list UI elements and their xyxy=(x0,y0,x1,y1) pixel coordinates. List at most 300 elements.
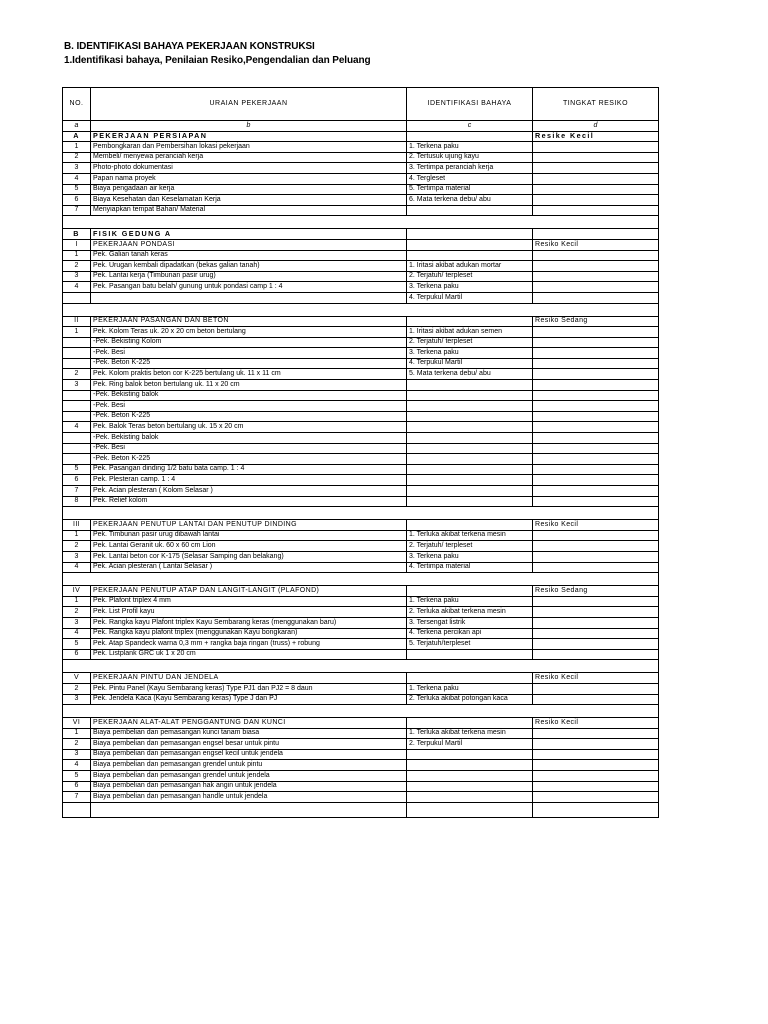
cell-uraian-pekerjaan: PEKERJAAN ALAT-ALAT PENGGANTUNG DAN KUNCI xyxy=(91,718,407,729)
cell-no: 3 xyxy=(63,694,91,705)
cell-tingkat-resiko xyxy=(533,327,659,338)
cell-no: 2 xyxy=(63,739,91,750)
cell-tingkat-resiko xyxy=(533,617,659,628)
cell-no: 7 xyxy=(63,486,91,497)
column-letter-c: c xyxy=(407,121,533,132)
cell-no: 5 xyxy=(63,464,91,475)
major-section-row xyxy=(63,229,659,240)
table-row xyxy=(63,649,659,660)
cell-uraian-pekerjaan: Biaya pembelian dan pemasangan kunci tanam biasa xyxy=(91,728,407,739)
cell-identifikasi-bahaya: 1. Iritasi akibat adukan mortar xyxy=(407,261,533,272)
cell-no: 2 xyxy=(63,541,91,552)
cell-identifikasi-bahaya: 5. Terjatuh/terpleset xyxy=(407,639,533,650)
cell-uraian-pekerjaan: -Pek. Bekisting Kolom xyxy=(91,337,407,348)
cell-uraian-pekerjaan: -Pek. Besi xyxy=(91,443,407,454)
cell-uraian-pekerjaan: Pek. Galian tanah keras xyxy=(91,250,407,261)
cell-uraian-pekerjaan: Pek. Atap Spandeck warna 0,3 mm + rangka baja ringan (truss) + robung xyxy=(91,639,407,650)
cell-tingkat-resiko xyxy=(533,173,659,184)
cell-uraian-pekerjaan: Pek. Pintu Panel (Kayu Sembarang keras) Type PJ1 dan PJ2 = 8 daun xyxy=(91,683,407,694)
spacer-cell xyxy=(91,573,407,586)
table-row xyxy=(63,184,659,195)
table-row xyxy=(63,739,659,750)
cell-tingkat-resiko xyxy=(533,781,659,792)
section-row xyxy=(63,316,659,327)
cell-no: II xyxy=(63,316,91,327)
cell-identifikasi-bahaya: 2. Terluka akibat potongan kaca xyxy=(407,694,533,705)
cell-tingkat-resiko xyxy=(533,639,659,650)
cell-identifikasi-bahaya: 6. Mata terkena debu/ abu xyxy=(407,195,533,206)
cell-tingkat-resiko xyxy=(533,229,659,240)
table-header-row xyxy=(63,88,659,121)
section-row xyxy=(63,239,659,250)
table-row xyxy=(63,282,659,293)
table-row xyxy=(63,781,659,792)
table-row xyxy=(63,152,659,163)
cell-identifikasi-bahaya xyxy=(407,718,533,729)
section-spacer-row xyxy=(63,660,659,673)
cell-identifikasi-bahaya: 4. Tertimpa material xyxy=(407,562,533,573)
cell-uraian-pekerjaan: Pek. Plesteran camp. 1 : 4 xyxy=(91,475,407,486)
cell-tingkat-resiko: Resiko Kecil xyxy=(533,239,659,250)
cell-identifikasi-bahaya xyxy=(407,316,533,327)
cell-identifikasi-bahaya xyxy=(407,380,533,391)
cell-tingkat-resiko: Resiko Kecil xyxy=(533,718,659,729)
cell-identifikasi-bahaya xyxy=(407,229,533,240)
cell-no: 4 xyxy=(63,562,91,573)
cell-uraian-pekerjaan: Pek. Listplank GRC uk 1 x 20 cm xyxy=(91,649,407,660)
cell-no: 4 xyxy=(63,628,91,639)
cell-tingkat-resiko xyxy=(533,195,659,206)
cell-tingkat-resiko xyxy=(533,348,659,359)
cell-identifikasi-bahaya: 5. Tertimpa material xyxy=(407,184,533,195)
table-row xyxy=(63,760,659,771)
cell-identifikasi-bahaya xyxy=(407,749,533,760)
cell-tingkat-resiko xyxy=(533,142,659,153)
cell-no: III xyxy=(63,520,91,531)
cell-tingkat-resiko xyxy=(533,596,659,607)
cell-tingkat-resiko xyxy=(533,760,659,771)
cell-tingkat-resiko xyxy=(533,739,659,750)
spacer-cell xyxy=(63,216,91,229)
cell-uraian-pekerjaan: Pek. Urugan kembali dipadatkan (bekas galian tanah) xyxy=(91,261,407,272)
cell-identifikasi-bahaya xyxy=(407,475,533,486)
cell-identifikasi-bahaya: 1. Terkena paku xyxy=(407,596,533,607)
cell-identifikasi-bahaya: 3. Terkena paku xyxy=(407,282,533,293)
cell-tingkat-resiko xyxy=(533,771,659,782)
document-title: B. IDENTIFIKASI BAHAYA PEKERJAAN KONSTRUKSI xyxy=(64,41,315,52)
cell-no: 4 xyxy=(63,422,91,433)
table-row xyxy=(63,683,659,694)
cell-uraian-pekerjaan: Pek. Plafont triplex 4 mm xyxy=(91,596,407,607)
cell-no: 6 xyxy=(63,475,91,486)
cell-uraian-pekerjaan xyxy=(91,292,407,303)
cell-identifikasi-bahaya: 2. Terjatuh/ terpleset xyxy=(407,337,533,348)
cell-tingkat-resiko xyxy=(533,454,659,465)
section-spacer-row xyxy=(63,705,659,718)
cell-uraian-pekerjaan: Pek. Acian plesteran ( Kolom Selasar ) xyxy=(91,486,407,497)
cell-uraian-pekerjaan: -Pek. Bekisting balok xyxy=(91,390,407,401)
cell-uraian-pekerjaan: Pek. Rangka kayu Plafont triplex Kayu Sembarang keras (menggunakan baru) xyxy=(91,617,407,628)
cell-uraian-pekerjaan: -Pek. Beton K-225 xyxy=(91,454,407,465)
cell-uraian-pekerjaan: Biaya Kesehatan dan Keselamatan Kerja xyxy=(91,195,407,206)
section-row xyxy=(63,520,659,531)
cell-uraian-pekerjaan: Pek. Pasangan dinding 1/2 batu bata camp. 1 : 4 xyxy=(91,464,407,475)
cell-uraian-pekerjaan: Pek. Timbunan pasir urug dibawah lantai xyxy=(91,530,407,541)
cell-uraian-pekerjaan: Pek. Relief kolom xyxy=(91,496,407,507)
column-letter-row xyxy=(63,121,659,132)
cell-no: 4 xyxy=(63,282,91,293)
cell-identifikasi-bahaya xyxy=(407,586,533,597)
cell-no: 2 xyxy=(63,607,91,618)
cell-identifikasi-bahaya xyxy=(407,411,533,422)
table-row xyxy=(63,596,659,607)
cell-uraian-pekerjaan: PEKERJAAN PONDASI xyxy=(91,239,407,250)
table-row xyxy=(63,749,659,760)
cell-tingkat-resiko xyxy=(533,475,659,486)
spacer-cell xyxy=(407,303,533,316)
table-row xyxy=(63,433,659,444)
header-tingkat-resiko: TINGKAT RESIKO xyxy=(533,88,659,121)
cell-identifikasi-bahaya: 2. Terpukul Martil xyxy=(407,739,533,750)
cell-uraian-pekerjaan: -Pek. Besi xyxy=(91,401,407,412)
cell-uraian-pekerjaan: Pek. Jendela Kaca (Kayu Sembarang keras) Type J dan PJ xyxy=(91,694,407,705)
cell-tingkat-resiko xyxy=(533,551,659,562)
cell-no: 3 xyxy=(63,163,91,174)
cell-no xyxy=(63,337,91,348)
cell-no: 1 xyxy=(63,596,91,607)
cell-tingkat-resiko xyxy=(533,694,659,705)
cell-uraian-pekerjaan: Pek. Rangka kayu plafont triplex (menggunakan Kayu bongkaran) xyxy=(91,628,407,639)
cell-uraian-pekerjaan: Biaya pembelian dan pemasangan grendel untuk pintu xyxy=(91,760,407,771)
table-row xyxy=(63,292,659,303)
table-row xyxy=(63,541,659,552)
cell-identifikasi-bahaya xyxy=(407,205,533,216)
spacer-cell xyxy=(533,507,659,520)
cell-identifikasi-bahaya: 5. Mata terkena debu/ abu xyxy=(407,369,533,380)
cell-uraian-pekerjaan: Pek. Acian plesteran ( Lantai Selasar ) xyxy=(91,562,407,573)
table-row xyxy=(63,261,659,272)
cell-tingkat-resiko xyxy=(533,792,659,803)
spacer-cell xyxy=(91,660,407,673)
document-subtitle: 1.Identifikasi bahaya, Penilaian Resiko,Pengendalian dan Peluang xyxy=(64,55,371,66)
cell-uraian-pekerjaan: -Pek. Beton K-225 xyxy=(91,411,407,422)
cell-uraian-pekerjaan: Biaya pembelian dan pemasangan handle untuk jendela xyxy=(91,792,407,803)
cell-tingkat-resiko xyxy=(533,163,659,174)
section-spacer-row xyxy=(63,303,659,316)
cell-tingkat-resiko xyxy=(533,541,659,552)
table-row xyxy=(63,163,659,174)
cell-identifikasi-bahaya xyxy=(407,454,533,465)
major-section-row xyxy=(63,131,659,142)
spacer-cell xyxy=(91,216,407,229)
cell-no: 6 xyxy=(63,781,91,792)
cell-identifikasi-bahaya xyxy=(407,771,533,782)
cell-tingkat-resiko xyxy=(533,369,659,380)
cell-identifikasi-bahaya: 3. Terkena paku xyxy=(407,551,533,562)
table-row xyxy=(63,639,659,650)
cell-no: 5 xyxy=(63,771,91,782)
table-row xyxy=(63,369,659,380)
section-spacer-row xyxy=(63,216,659,229)
cell-identifikasi-bahaya: 1. Terkena paku xyxy=(407,683,533,694)
cell-no: 6 xyxy=(63,195,91,206)
table-row xyxy=(63,195,659,206)
column-letter-b: b xyxy=(91,121,407,132)
cell-tingkat-resiko xyxy=(533,250,659,261)
cell-tingkat-resiko: Resiko Sedang xyxy=(533,316,659,327)
spacer-cell xyxy=(407,660,533,673)
cell-no: 5 xyxy=(63,639,91,650)
cell-uraian-pekerjaan: Biaya pembelian dan pemasangan engsel besar untuk pintu xyxy=(91,739,407,750)
cell-identifikasi-bahaya: 3. Tersengat listrik xyxy=(407,617,533,628)
cell-tingkat-resiko xyxy=(533,530,659,541)
spacer-cell xyxy=(533,573,659,586)
cell-identifikasi-bahaya: 2. Terjatuh/ terpleset xyxy=(407,541,533,552)
section-row xyxy=(63,718,659,729)
cell-no: 3 xyxy=(63,749,91,760)
cell-uraian-pekerjaan: Pek. Kolom Teras uk. 20 x 20 cm beton bertulang xyxy=(91,327,407,338)
section-spacer-row xyxy=(63,507,659,520)
table-row xyxy=(63,337,659,348)
cell-no: 2 xyxy=(63,261,91,272)
cell-uraian-pekerjaan: -Pek. Beton K-225 xyxy=(91,358,407,369)
column-letter-a: a xyxy=(63,121,91,132)
cell-identifikasi-bahaya xyxy=(407,486,533,497)
cell-tingkat-resiko xyxy=(533,433,659,444)
cell-tingkat-resiko xyxy=(533,205,659,216)
table-row xyxy=(63,475,659,486)
cell-no: B xyxy=(63,229,91,240)
spacer-cell xyxy=(91,303,407,316)
cell-uraian-pekerjaan: Pek. Kolom praktis beton cor K-225 bertulang uk. 11 x 11 cm xyxy=(91,369,407,380)
table-row xyxy=(63,694,659,705)
cell-no: 4 xyxy=(63,173,91,184)
cell-uraian-pekerjaan: Membeli/ menyewa peranciah kerja xyxy=(91,152,407,163)
cell-identifikasi-bahaya xyxy=(407,239,533,250)
cell-no xyxy=(63,443,91,454)
cell-uraian-pekerjaan: Biaya pembelian dan pemasangan grendel untuk jendela xyxy=(91,771,407,782)
cell-identifikasi-bahaya xyxy=(407,422,533,433)
cell-identifikasi-bahaya xyxy=(407,673,533,684)
cell-tingkat-resiko xyxy=(533,464,659,475)
header-no: NO. xyxy=(63,88,91,121)
cell-identifikasi-bahaya: 4. Terkena percikan api xyxy=(407,628,533,639)
table-row xyxy=(63,443,659,454)
section-spacer-row xyxy=(63,573,659,586)
cell-uraian-pekerjaan: PEKERJAAN PASANGAN DAN BETON xyxy=(91,316,407,327)
spacer-cell xyxy=(63,705,91,718)
cell-identifikasi-bahaya: 3. Terkena paku xyxy=(407,348,533,359)
cell-uraian-pekerjaan: Pek. Lantai beton cor K-175 (Selasar Samping dan belakang) xyxy=(91,551,407,562)
cell-tingkat-resiko xyxy=(533,728,659,739)
cell-uraian-pekerjaan: Photo-photo dokumentasi xyxy=(91,163,407,174)
cell-tingkat-resiko xyxy=(533,496,659,507)
cell-no xyxy=(63,358,91,369)
cell-uraian-pekerjaan: Pek. Balok Teras beton bertulang uk. 15 x 20 cm xyxy=(91,422,407,433)
cell-identifikasi-bahaya: 1. Terkena paku xyxy=(407,142,533,153)
cell-tingkat-resiko xyxy=(533,411,659,422)
table-body xyxy=(63,88,659,818)
table-end-row xyxy=(63,802,659,817)
cell-uraian-pekerjaan: PEKERJAAN PENUTUP LANTAI DAN PENUTUP DINDING xyxy=(91,520,407,531)
cell-tingkat-resiko xyxy=(533,562,659,573)
cell-tingkat-resiko xyxy=(533,649,659,660)
header-uraian-pekerjaan: URAIAN PEKERJAAN xyxy=(91,88,407,121)
cell-identifikasi-bahaya xyxy=(407,760,533,771)
cell-no xyxy=(63,401,91,412)
table-row xyxy=(63,380,659,391)
table-row xyxy=(63,390,659,401)
spacer-cell xyxy=(63,507,91,520)
table-row xyxy=(63,173,659,184)
cell-no: 1 xyxy=(63,250,91,261)
cell-no: 4 xyxy=(63,760,91,771)
cell-no: 3 xyxy=(63,271,91,282)
spacer-cell xyxy=(407,802,533,817)
cell-tingkat-resiko xyxy=(533,390,659,401)
table-row xyxy=(63,551,659,562)
cell-identifikasi-bahaya xyxy=(407,520,533,531)
cell-identifikasi-bahaya: 1. Terluka akibat terkena mesin xyxy=(407,728,533,739)
table-row xyxy=(63,771,659,782)
cell-no: 1 xyxy=(63,327,91,338)
cell-no: 1 xyxy=(63,142,91,153)
cell-tingkat-resiko xyxy=(533,607,659,618)
cell-no: 2 xyxy=(63,152,91,163)
cell-uraian-pekerjaan: PEKERJAAN PERSIAPAN xyxy=(91,131,407,142)
cell-tingkat-resiko xyxy=(533,749,659,760)
cell-tingkat-resiko xyxy=(533,282,659,293)
cell-no: I xyxy=(63,239,91,250)
cell-uraian-pekerjaan: PEKERJAAN PENUTUP ATAP DAN LANGIT-LANGIT (PLAFOND) xyxy=(91,586,407,597)
cell-identifikasi-bahaya: 2. Tertusuk ujung kayu xyxy=(407,152,533,163)
cell-no xyxy=(63,348,91,359)
cell-identifikasi-bahaya xyxy=(407,792,533,803)
table-row xyxy=(63,205,659,216)
cell-tingkat-resiko xyxy=(533,152,659,163)
cell-tingkat-resiko xyxy=(533,422,659,433)
cell-no xyxy=(63,390,91,401)
cell-tingkat-resiko xyxy=(533,271,659,282)
cell-identifikasi-bahaya: 1. Terluka akibat terkena mesin xyxy=(407,530,533,541)
table-row xyxy=(63,142,659,153)
cell-no xyxy=(63,454,91,465)
table-row xyxy=(63,348,659,359)
spacer-cell xyxy=(91,705,407,718)
table-row xyxy=(63,728,659,739)
cell-no: 8 xyxy=(63,496,91,507)
cell-uraian-pekerjaan: Pek. Pasangan batu belah/ gunung untuk pondasi camp 1 : 4 xyxy=(91,282,407,293)
cell-no: 3 xyxy=(63,551,91,562)
cell-no: V xyxy=(63,673,91,684)
cell-uraian-pekerjaan: -Pek. Besi xyxy=(91,348,407,359)
spacer-cell xyxy=(91,507,407,520)
cell-identifikasi-bahaya: 4. Tergleset xyxy=(407,173,533,184)
cell-uraian-pekerjaan: Biaya pembelian dan pemasangan hak angin untuk jendela xyxy=(91,781,407,792)
cell-no: VI xyxy=(63,718,91,729)
cell-uraian-pekerjaan: Pek. List Profil kayu xyxy=(91,607,407,618)
cell-no xyxy=(63,411,91,422)
table-row xyxy=(63,628,659,639)
header-identifikasi-bahaya: IDENTIFIKASI BAHAYA xyxy=(407,88,533,121)
cell-no: 5 xyxy=(63,184,91,195)
cell-identifikasi-bahaya xyxy=(407,250,533,261)
cell-uraian-pekerjaan: Pek. Ring balok beton bertulang uk. 11 x 20 cm xyxy=(91,380,407,391)
cell-identifikasi-bahaya xyxy=(407,496,533,507)
cell-identifikasi-bahaya xyxy=(407,390,533,401)
cell-uraian-pekerjaan: Papan nama proyek xyxy=(91,173,407,184)
cell-uraian-pekerjaan: -Pek. Bekisting balok xyxy=(91,433,407,444)
cell-tingkat-resiko: Resiko Kecil xyxy=(533,520,659,531)
table-row xyxy=(63,454,659,465)
table-row xyxy=(63,422,659,433)
cell-uraian-pekerjaan: Pembongkaran dan Pembersihan lokasi pekerjaan xyxy=(91,142,407,153)
cell-uraian-pekerjaan: FISIK GEDUNG A xyxy=(91,229,407,240)
table-row xyxy=(63,792,659,803)
cell-tingkat-resiko xyxy=(533,184,659,195)
cell-tingkat-resiko xyxy=(533,628,659,639)
spacer-cell xyxy=(533,705,659,718)
cell-identifikasi-bahaya: 3. Tertimpa peranciah kerja xyxy=(407,163,533,174)
cell-no: 2 xyxy=(63,369,91,380)
cell-tingkat-resiko: Resiko Kecil xyxy=(533,673,659,684)
table-row xyxy=(63,358,659,369)
cell-tingkat-resiko xyxy=(533,292,659,303)
column-letter-d: d xyxy=(533,121,659,132)
table-row xyxy=(63,607,659,618)
cell-uraian-pekerjaan: Biaya pengadaan air kerja xyxy=(91,184,407,195)
cell-tingkat-resiko xyxy=(533,443,659,454)
cell-no: 2 xyxy=(63,683,91,694)
spacer-cell xyxy=(407,705,533,718)
cell-tingkat-resiko xyxy=(533,380,659,391)
spacer-cell xyxy=(533,660,659,673)
cell-identifikasi-bahaya xyxy=(407,131,533,142)
cell-no: IV xyxy=(63,586,91,597)
cell-no: 1 xyxy=(63,728,91,739)
cell-uraian-pekerjaan: Biaya pembelian dan pemasangan engsel kecil untuk jendela xyxy=(91,749,407,760)
spacer-cell xyxy=(63,303,91,316)
cell-no: 3 xyxy=(63,380,91,391)
cell-no: A xyxy=(63,131,91,142)
cell-no: 7 xyxy=(63,205,91,216)
table-row xyxy=(63,411,659,422)
spacer-cell xyxy=(407,573,533,586)
table-row xyxy=(63,401,659,412)
cell-identifikasi-bahaya: 4. Terpukul Martil xyxy=(407,358,533,369)
cell-tingkat-resiko xyxy=(533,358,659,369)
section-row xyxy=(63,586,659,597)
hazard-identification-table xyxy=(62,87,659,818)
cell-identifikasi-bahaya xyxy=(407,443,533,454)
cell-tingkat-resiko xyxy=(533,486,659,497)
cell-tingkat-resiko xyxy=(533,261,659,272)
spacer-cell xyxy=(533,802,659,817)
cell-uraian-pekerjaan: Pek. Lantai kerja (Timbunan pasir urug) xyxy=(91,271,407,282)
cell-identifikasi-bahaya: 1. Iritasi akibat adukan semen xyxy=(407,327,533,338)
table-row xyxy=(63,271,659,282)
spacer-cell xyxy=(63,660,91,673)
cell-identifikasi-bahaya xyxy=(407,401,533,412)
table-row xyxy=(63,464,659,475)
table-row xyxy=(63,562,659,573)
cell-no: 6 xyxy=(63,649,91,660)
cell-identifikasi-bahaya xyxy=(407,649,533,660)
cell-uraian-pekerjaan: Pek. Lantai Geranit uk. 60 x 60 cm Lion xyxy=(91,541,407,552)
spacer-cell xyxy=(533,303,659,316)
cell-no: 3 xyxy=(63,617,91,628)
cell-tingkat-resiko xyxy=(533,683,659,694)
